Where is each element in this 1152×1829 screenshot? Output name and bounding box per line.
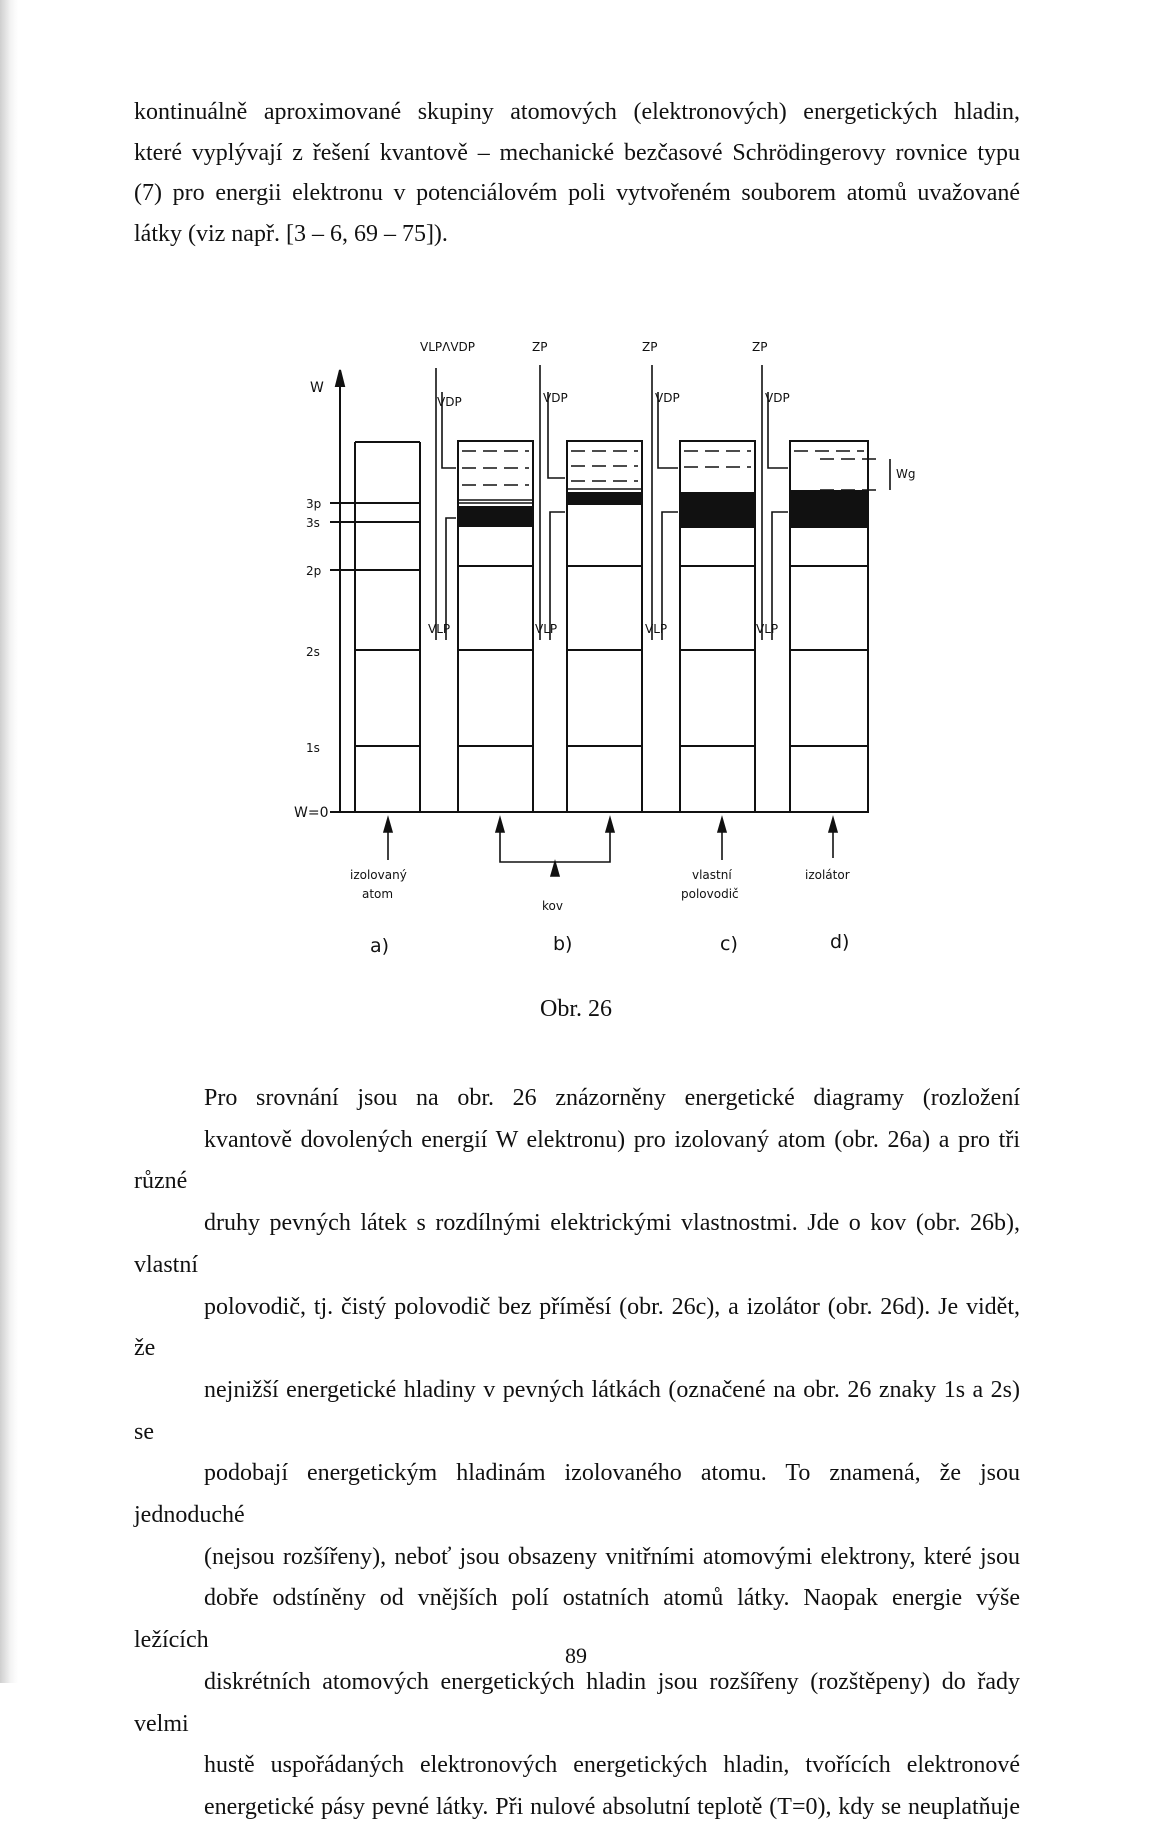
energy-axis-label: W [310, 380, 324, 396]
paragraph-comparison [134, 1078, 1020, 1829]
desc-insulator: izolátor [805, 868, 850, 882]
text-line: energetické pásy pevné látky. Při nulové absolutní teplotě (T=0), kdy se neuplatňuje [204, 1793, 1020, 1820]
text-line: kvantově dovolených energií W elektronu) pro izolovaný atom (obr. 26a) a pro tři různé [134, 1126, 1020, 1195]
label-vdp-d: VDP [765, 391, 790, 405]
label-zp-c: ZP [642, 340, 658, 354]
label-vlp-c: VLP [645, 622, 668, 636]
text-line: hustě uspořádaných elektronových energetických hladin, tvořících elektronové [204, 1752, 1020, 1779]
level-label-3s: 3s [306, 516, 320, 530]
label-zp-d: ZP [752, 340, 768, 354]
part-label-c: c) [720, 933, 738, 955]
level-label-2p: 2p [306, 564, 322, 578]
text-line: látky (viz např. [3 – 6, 69 – 75]). [134, 220, 448, 247]
level-label-1s: 1s [306, 741, 320, 755]
band-gap-label: Wg [896, 467, 916, 481]
part-label-a: a) [370, 935, 390, 957]
label-vlp-d: VLP [756, 622, 779, 636]
part-label-b: b) [553, 933, 573, 955]
label-vlp-a: VLP [428, 622, 451, 636]
text-line: (nejsou rozšířeny), neboť jsou obsazeny vnitřními atomovými elektrony, které jsou [204, 1543, 1020, 1570]
desc-metal: kov [542, 899, 563, 913]
part-label-d: d) [830, 931, 850, 953]
text-line: (7) pro energii elektronu v potenciálovém poli vytvořeném souborem atomů uvažované [134, 180, 1020, 206]
level-label-3p: 3p [306, 497, 322, 511]
text-line: dobře odstíněny od vnějších polí ostatních atomů látky. Naopak energie výše ležících [134, 1585, 1020, 1654]
figure-caption: Obr. 26 [540, 996, 612, 1022]
text-line: Pro srovnání jsou na obr. 26 znázorněny energetické diagramy (rozložení [204, 1085, 1020, 1111]
text-line: podobají energetickým hladinám izolovaného atomu. To znamená, že jsou jednoduché [134, 1460, 1020, 1529]
label-zp-b: ZP [532, 340, 548, 354]
text-line: které vyplývají z řešení kvantově – mechanické bezčasové Schrödingerovy rovnice typu [134, 139, 1020, 166]
label-vdp-a: VDP [437, 395, 462, 409]
page-number: 89 [565, 1643, 587, 1668]
label-vdp-b: VDP [543, 391, 568, 405]
label-vdp-c: VDP [655, 391, 680, 405]
text-line: nejnižší energetické hladiny v pevných látkách (označené na obr. 26 znaky 1s a 2s) se [134, 1376, 1020, 1445]
desc-semiconductor-1: vlastní [692, 868, 732, 882]
label-vlp-vdp: VLPΛVDP [420, 340, 476, 354]
desc-isolated-atom-2: atom [362, 887, 394, 901]
desc-semiconductor-2: polovodič [681, 887, 739, 901]
text-line: polovodič, tj. čistý polovodič bez příměsí (obr. 26c), a izolátor (obr. 26d). Je vidět, že [134, 1293, 1020, 1362]
level-label-2s: 2s [306, 645, 320, 659]
text-line: kontinuálně aproximované skupiny atomových (elektronových) energetických hladin, [134, 99, 1020, 125]
label-vlp-b: VLP [535, 622, 558, 636]
zero-energy-label: W=0 [294, 805, 329, 821]
desc-isolated-atom-1: izolovaný [350, 868, 407, 882]
text-line: druhy pevných látek s rozdílnými elektrickými vlastnostmi. Jde o kov (obr. 26b), vlastní [134, 1210, 1020, 1278]
text-line: diskrétních atomových energetických hladin jsou rozšířeny (rozštěpeny) do řady velmi [134, 1668, 1020, 1737]
